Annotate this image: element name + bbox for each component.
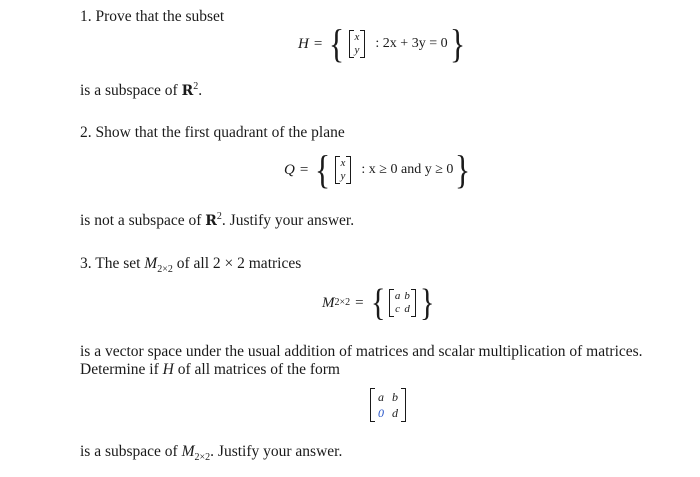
equals-sign: = <box>313 35 323 52</box>
left-brace: { <box>315 147 331 192</box>
problem-2-set-definition <box>284 147 473 192</box>
set-name-m: M <box>144 255 158 272</box>
set-name-m: M <box>322 294 335 311</box>
problem-3-line-2 <box>80 361 340 379</box>
conclusion-end: . <box>198 82 203 99</box>
matrix-entry-a: a <box>378 390 384 404</box>
vector-entry-x: x <box>354 31 360 43</box>
conclusion-end: . Justify your answer. <box>210 443 343 460</box>
line-2-text: Determine if <box>80 361 163 378</box>
left-brace: { <box>370 282 386 324</box>
problem-1-set-definition <box>298 21 467 66</box>
set-condition: : 2x + 3y = 0 <box>375 36 448 51</box>
conclusion-end: . Justify your answer. <box>221 212 355 229</box>
right-brace: } <box>455 147 471 192</box>
matrix-column-2 <box>388 389 402 421</box>
field-exponent: 2 <box>193 80 199 92</box>
equals-sign: = <box>299 161 309 178</box>
set-name-m: M <box>181 443 195 460</box>
vector-entries <box>353 31 362 57</box>
equals-sign: = <box>355 294 364 311</box>
matrix-entry-d: d <box>404 303 410 315</box>
matrix-column-2 <box>402 290 412 316</box>
vector-entry-y: y <box>354 44 360 56</box>
matrix-entry-a: a <box>394 290 401 302</box>
matrix-entry-d: d <box>392 406 398 420</box>
vector-entry-x: x <box>340 157 346 169</box>
m-subscript: 2×2 <box>157 264 173 276</box>
set-name-h: H <box>162 361 174 378</box>
upper-triangular-matrix <box>370 388 406 422</box>
set-name-q: Q <box>284 161 295 178</box>
problem-1-conclusion <box>80 82 202 100</box>
left-brace: { <box>329 21 345 66</box>
intro-text: 3. The set <box>80 255 145 272</box>
problem-2-conclusion <box>80 212 354 230</box>
right-brace: } <box>419 282 435 324</box>
set-name-h: H <box>298 35 309 52</box>
intro-end: of all 2 × 2 matrices <box>172 255 302 272</box>
conclusion-text: is not a subspace of <box>80 212 206 229</box>
matrix-entry-b: b <box>404 290 410 302</box>
problem-1-intro: 1. Prove that the subset <box>80 8 225 25</box>
m-subscript: 2×2 <box>194 452 211 464</box>
matrix-column-1 <box>393 290 403 316</box>
problem-3-set-definition: M 2×2 = { a c b d } <box>322 282 435 324</box>
column-vector <box>349 30 366 58</box>
problem-3-conclusion <box>80 443 343 464</box>
matrix-entry-zero: 0 <box>378 406 384 420</box>
column-vector <box>335 156 352 184</box>
form-matrix <box>368 388 408 422</box>
matrix-column-1 <box>374 389 388 421</box>
matrix-entry-c: c <box>395 303 401 315</box>
vector-entries <box>339 157 348 183</box>
line-2-end: of all matrices of the form <box>173 361 340 378</box>
conclusion-text: is a subspace of <box>80 443 182 460</box>
matrix-entry-b: b <box>392 390 398 404</box>
conclusion-text: is a subspace of <box>80 82 182 99</box>
problem-2-intro: 2. Show that the first quadrant of the plane <box>80 124 345 141</box>
problem-3-line-1: is a vector space under the usual addition of matrices and scalar multiplication of matrices. <box>80 343 643 360</box>
vector-entry-y: y <box>340 170 346 182</box>
right-brace: } <box>449 21 465 66</box>
real-field-symbol: R <box>205 213 217 229</box>
problem-3-intro <box>80 255 302 276</box>
real-field-symbol: R <box>181 83 194 99</box>
field-exponent: 2 <box>216 210 222 222</box>
general-matrix <box>389 289 416 317</box>
set-condition: : x ≥ 0 and y ≥ 0 <box>361 162 454 177</box>
